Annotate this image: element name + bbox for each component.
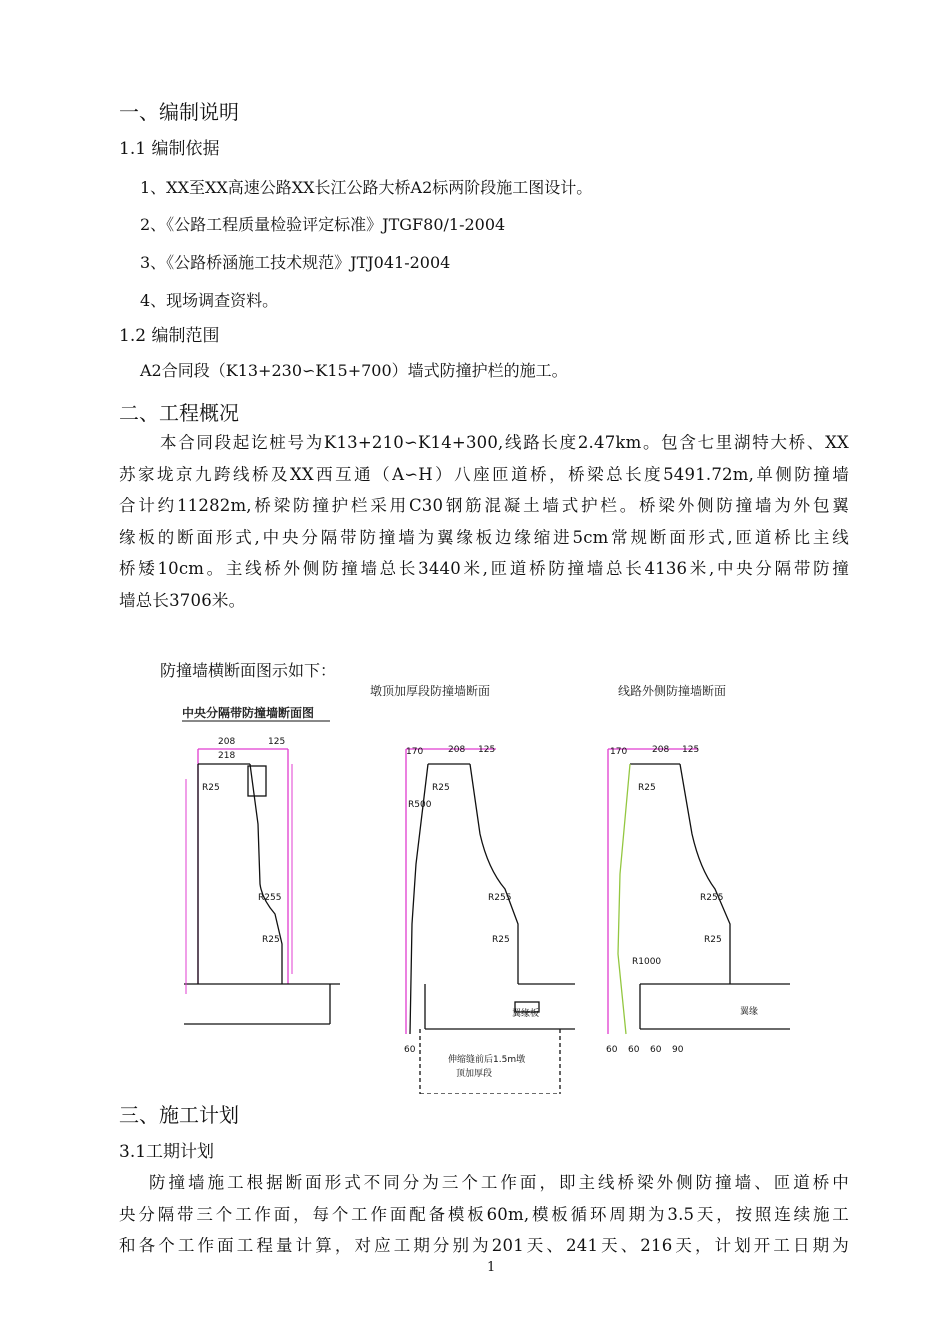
section-1-1-title: 1.1 编制依据 [119,139,220,159]
slab-label: 翼缘板 [512,1009,540,1019]
section-2-title: 二、工程概况 [119,401,239,425]
schedule-line: 防撞墙施工根据断面形式不同分为三个工作面，即主线桥梁外侧防撞墙、匝道桥中 [149,1173,849,1192]
guardrail-cross-section-figure [170,684,790,1094]
radius-label: R25 [638,783,656,793]
section-3-title: 三、施工计划 [119,1103,239,1127]
schedule-line: 和各个工作面工程量计算，对应工期分别为201天、241天、216天，计划开工日期为 [119,1236,849,1255]
dim-label: 125 [682,745,700,755]
dim-label: 170 [406,747,424,757]
figure-title-right: 线路外侧防撞墙断面 [618,684,727,698]
bottom-dim: 60 [606,1045,618,1055]
basis-item-1: 1、XX至XX高速公路XX长江公路大桥A2标两阶段施工图设计。 [140,178,593,197]
dim-label: 208 [448,745,466,755]
scope-text: A2合同段（K13+230∽K15+700）墙式防撞护栏的施工。 [140,361,568,380]
radius-label: R255 [488,893,512,903]
radius-label: R255 [258,893,282,903]
schedule-paragraph [119,1167,849,1262]
overview-line: 合计约11282m,桥梁防撞护栏采用C30钢筋混凝土墙式护栏。桥梁外侧防撞墙为外包翼 [119,496,849,515]
overview-line: 墙总长3706米。 [119,590,246,610]
dim-label: 208 [218,737,236,747]
dim-label: 208 [652,745,670,755]
basis-item-3: 3、《公路桥涵施工技术规范》JTJ041-2004 [140,253,451,272]
dim-label: 125 [478,745,496,755]
slab-label: 翼缘 [740,1007,759,1017]
section-3-1-title: 3.1工期计划 [119,1142,215,1162]
overview-line: 本合同段起讫桩号为K13+210∽K14+300,线路长度2.47km。包含七里湖特大桥、XX [160,433,849,452]
section-1-title: 一、编制说明 [119,100,239,124]
overview-line: 缘板的断面形式,中央分隔带防撞墙为翼缘板边缘缩进5cm常规断面形式,匝道桥比主线 [119,527,849,547]
basis-item-4: 4、现场调查资料。 [140,291,279,310]
basis-item-2: 2、《公路工程质量检验评定标准》JTGF80/1-2004 [140,215,506,234]
radius-label: R1000 [632,957,662,967]
bottom-dim: 90 [672,1045,684,1055]
radius-label: R25 [262,935,280,945]
page-number: 1 [487,1260,496,1275]
radius-label: R255 [700,893,724,903]
figure-title-left: 中央分隔带防撞墙断面图 [182,706,315,720]
bottom-dim: 60 [628,1045,640,1055]
schedule-line: 央分隔带三个工作面，每个工作面配备模板60m,模板循环周期为3.5天，按照连续施工 [119,1204,849,1224]
dim-label: 125 [268,737,286,747]
bottom-dim: 60 [650,1045,662,1055]
radius-label: R25 [492,935,510,945]
radius-label: R500 [408,800,432,810]
note-line: 顶加厚段 [456,1069,493,1079]
dim-label: 170 [610,747,628,757]
overview-paragraph [119,427,849,616]
overview-line: 苏家垅京九跨线桥及XX西互通（A∽H）八座匝道桥，桥梁总长度5491.72m,单侧防撞墙 [119,464,849,484]
figure-title-mid: 墩顶加厚段防撞墙断面 [370,684,491,698]
radius-label: R25 [202,783,220,793]
dim-label: 218 [218,751,236,761]
figure-intro: 防撞墙横断面图示如下： [160,661,337,680]
note-line: 伸缩缝前后1.5m墩 [448,1055,526,1065]
radius-label: R25 [704,935,722,945]
overview-line: 桥矮10cm。主线桥外侧防撞墙总长3440米,匝道桥防撞墙总长4136米,中央分隔带防撞 [119,559,849,578]
bottom-dim: 60 [404,1045,416,1055]
section-1-2-title: 1.2 编制范围 [119,326,220,346]
radius-label: R25 [432,783,450,793]
